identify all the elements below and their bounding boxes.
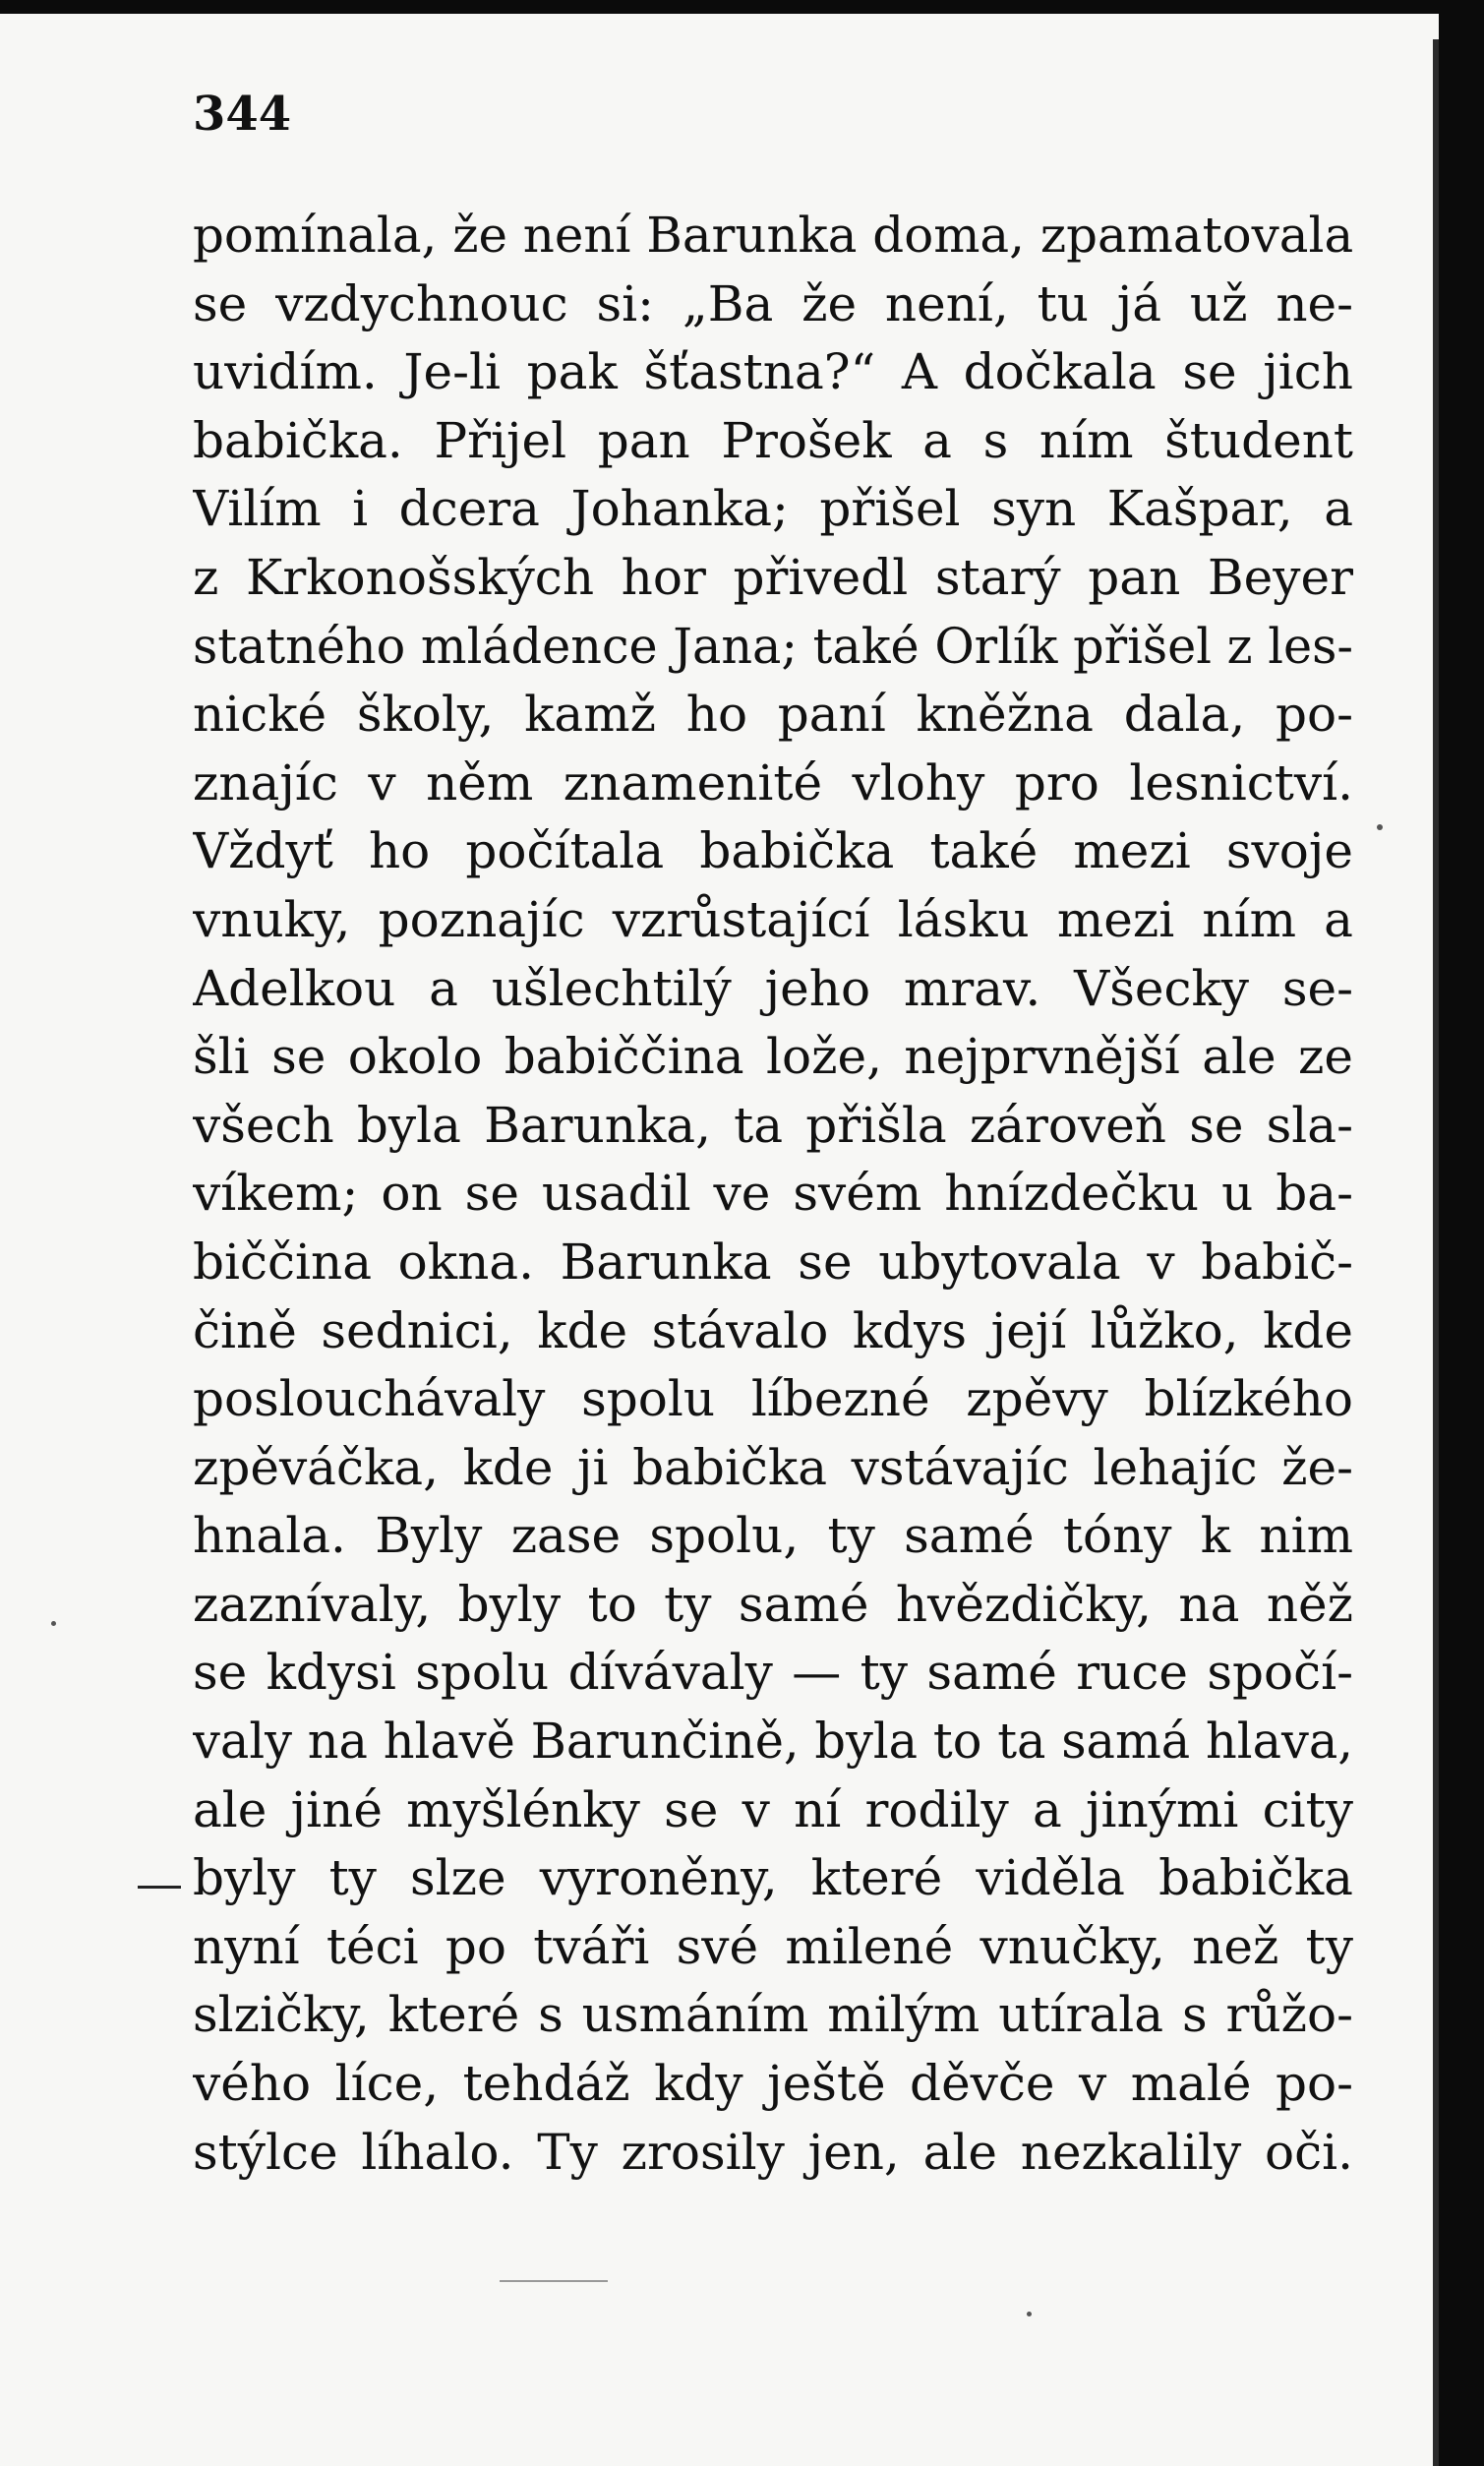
text-line: vého líce, tehdáž kdy ještě děvče v malé po- xyxy=(193,2055,1353,2113)
text-line: šli se okolo babiččina lože, nejprvnější ale ze xyxy=(193,1028,1353,1086)
text-line: nyní téci po tváři své milené vnučky, než ty xyxy=(193,1917,1353,1975)
text-line: čině sednici, kde stávalo kdys její lůžko, kde xyxy=(193,1301,1353,1359)
text-line: nické školy, kamž ho paní kněžna dala, po- xyxy=(193,686,1353,744)
text-line: se kdysi spolu dívávaly — ty samé ruce spočí- xyxy=(193,1644,1353,1702)
text-line: valy na hlavě Barunčině, byla to ta samá hlava, xyxy=(193,1713,1353,1771)
page-number: 344 xyxy=(193,87,292,142)
bottom-smudge xyxy=(500,2280,608,2282)
text-line: vnuky, poznajíc vzrůstající lásku mezi ním a xyxy=(193,890,1353,948)
page-top-edge xyxy=(0,0,1484,14)
page-right-edge xyxy=(1439,0,1484,2466)
text-line: hnala. Byly zase spolu, ty samé tóny k nim xyxy=(193,1507,1353,1565)
body-text xyxy=(193,202,1353,2187)
text-line: ale jiné myšlénky se v ní rodily a jinými city xyxy=(193,1780,1353,1838)
text-line: zpěváčka, kde ji babička vstávajíc lehajíc že- xyxy=(193,1438,1353,1496)
scan-speck xyxy=(51,1621,56,1626)
text-line: Vždyť ho počítala babička také mezi svoje xyxy=(193,822,1353,880)
text-line: Adelkou a ušlechtilý jeho mrav. Všecky se- xyxy=(193,959,1353,1017)
text-line: uvidím. Je-li pak šťastna?“ A dočkala se jich xyxy=(193,343,1353,401)
scan-speck xyxy=(1377,824,1383,830)
scan-speck xyxy=(1027,2312,1032,2316)
text-line: z Krkonošských hor přivedl starý pan Beyer xyxy=(193,548,1353,606)
text-line: byly ty slze vyroněny, které viděla babička xyxy=(193,1849,1353,1907)
text-line: všech byla Barunka, ta přišla zároveň se sla- xyxy=(193,1096,1353,1154)
text-line: slzičky, které s usmáním milým utírala s růžo- xyxy=(193,1986,1353,2044)
text-line: pomínala, že není Barunka doma, zpamatovala xyxy=(193,207,1353,264)
margin-mark xyxy=(138,1886,181,1889)
text-line: znajíc v něm znamenité vlohy pro lesnictví. xyxy=(193,753,1353,812)
page-binding-shadow xyxy=(1433,39,1439,2466)
text-line: se vzdychnouc si: „Ba že není, tu já už ne- xyxy=(193,274,1353,332)
text-line: víkem; on se usadil ve svém hnízdečku u ba- xyxy=(193,1165,1353,1223)
text-line: Vilím i dcera Johanka; přišel syn Kašpar, a xyxy=(193,480,1353,538)
text-line: poslouchávaly spolu líbezné zpěvy blízkého xyxy=(193,1370,1353,1428)
text-line: stýlce líhalo. Ty zrosily jen, ale nezkalily oči. xyxy=(193,2123,1353,2181)
text-line: biččina okna. Barunka se ubytovala v babič- xyxy=(193,1233,1353,1291)
text-line: babička. Přijel pan Prošek a s ním študent xyxy=(193,411,1353,469)
text-line: zaznívaly, byly to ty samé hvězdičky, na něž xyxy=(193,1575,1353,1633)
text-line: statného mládence Jana; také Orlík přišel z les- xyxy=(193,617,1353,675)
